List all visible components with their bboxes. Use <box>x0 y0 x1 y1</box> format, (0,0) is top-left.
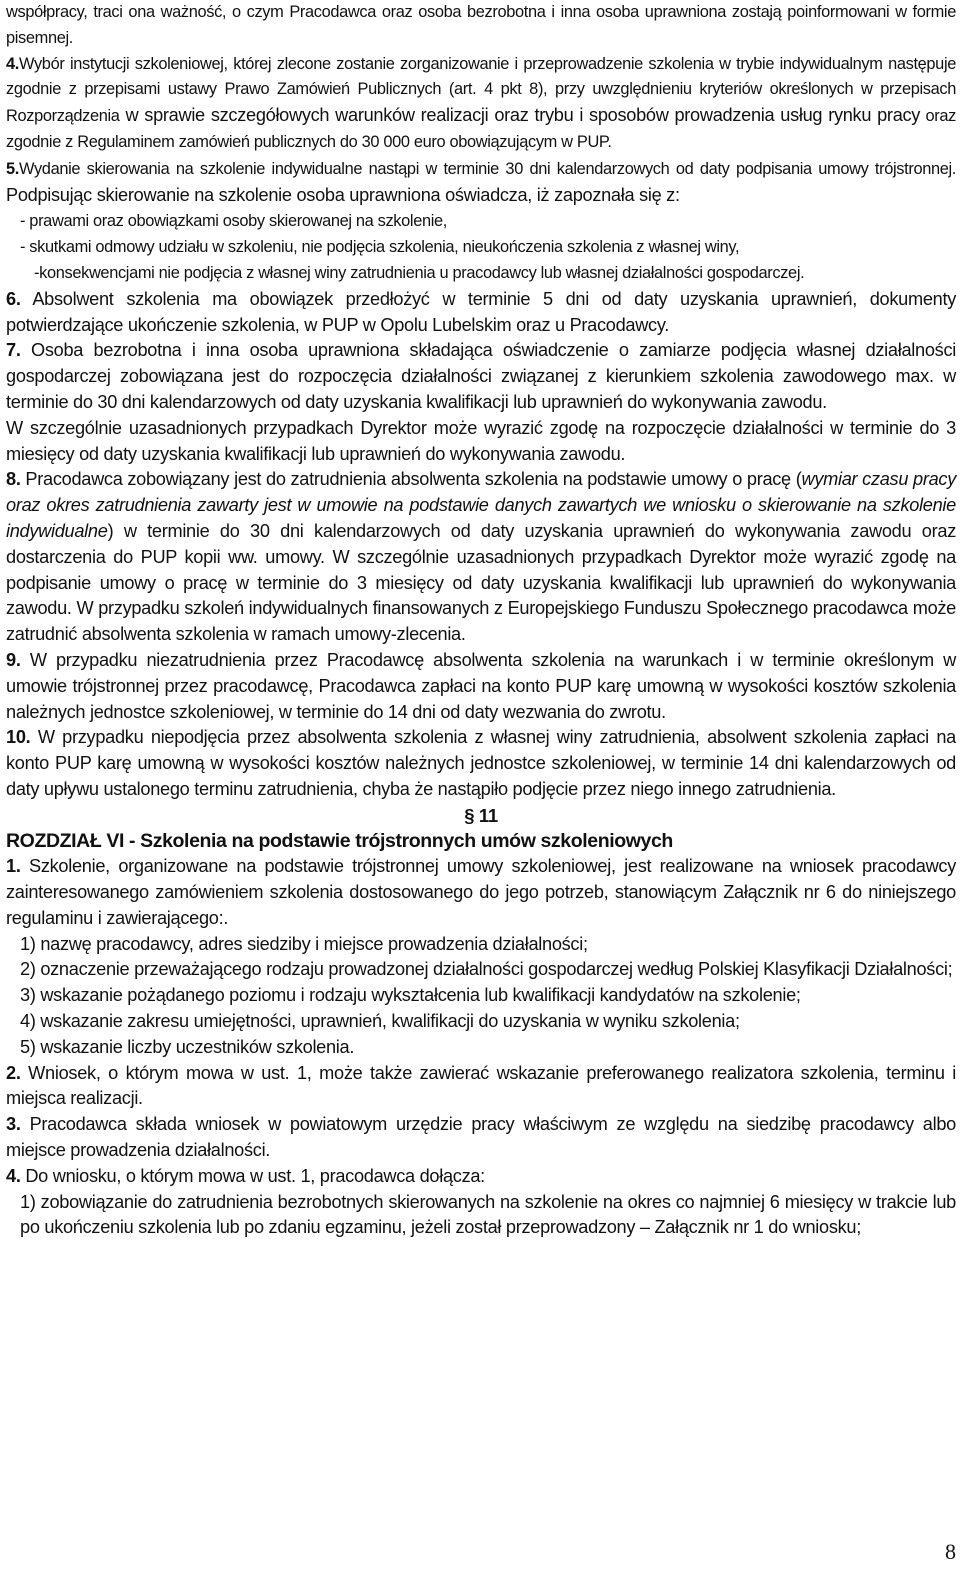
paragraph-intro: współpracy, traci ona ważność, o czym Pracodawca oraz osoba bezrobotna i inna osoba uprawniona zostają poinformowani w formie pisemnej. <box>6 3 956 47</box>
paragraph-7-continued: W szczególnie uzasadnionych przypadkach Dyrektor może wyrazić zgodę na rozpoczęcie działalności w terminie do 3 miesięcy od daty uzyskania kwalifikacji lub uprawnień do wykonywania zawodu. <box>6 417 956 464</box>
list-item: 4) wskazanie zakresu umiejętności, uprawnień, kwalifikacji do uzyskania w wyniku szkolenia; <box>20 1011 740 1032</box>
list-item: 5) wskazanie liczby uczestników szkolenia. <box>20 1036 355 1057</box>
paragraph-number: 1. <box>6 856 21 877</box>
list-attachments <box>6 1190 956 1242</box>
chapter-heading: ROZDZIAŁ VI - Szkolenia na podstawie trójstronnych umów szkoleniowych <box>6 829 673 852</box>
section-symbol: § 11 <box>464 804 498 826</box>
paragraph-text: Pracodawca zobowiązany jest do zatrudnienia absolwenta szkolenia na podstawie umowy o pracę ( <box>20 469 802 490</box>
paragraph-r4 <box>6 1164 956 1190</box>
paragraph-text: Absolwent szkolenia ma obowiązek przedłożyć w terminie 5 dni od daty uzyskania uprawnień, dokumenty potwierdzające ukończenie szkolenia, w PUP w Opolu Lubelskim oraz u Pracodawcy. <box>6 288 956 335</box>
paragraph-text: ) w terminie do 30 dni kalendarzowych od daty uzyskania uprawnień do wykonywania zawodu oraz dostarczenia do PUP kopii ww. umowy. W szczególnie uzasadnionych przypadkach Dyrektor może wyrazić zgodę na podpisanie umowy o pracę w terminie do 3 miesięcy od daty uzyskania kwalifikacji lub uprawnień do wykonywania zawodu. W przypadku szkoleń indywidualnych finansowanych z Europejskiego Funduszu Społecznego pracodawca może zatrudnić absolwenta szkolenia w ramach umowy-zlecenia. <box>6 520 956 645</box>
paragraph-text: W przypadku niezatrudnienia przez Pracodawcę absolwenta szkolenia na warunkach i w terminie określonym w umowie trójstronnej przez pracodawcę, Pracodawca zapłaci na konto PUP karę umowną w wysokości kosztów szkolenia należnych jednostce szkoleniowej, w terminie do 14 dni od daty wezwania do zwrotu. <box>6 649 956 722</box>
regulation-title: w sprawie szczegółowych warunków realizacji oraz trybu i sposobów prowadzenia usług rynku pracy <box>119 105 921 126</box>
paragraph-text: W przypadku niepodjęcia przez absolwenta szkolenia z własnej winy zatrudnienia, absolwent szkolenia zapłaci na konto PUP karę umowną w wysokości kosztów należnych jednostce szkoleniowej, w terminie 14 dni kalendarzowych od daty upływu ustalonego terminu zatrudnienia, chyba że nastąpiło podjęcie przez niego innego zatrudnienia. <box>6 727 956 799</box>
paragraph-9 <box>6 648 956 725</box>
paragraph-r1 <box>6 854 956 931</box>
paragraph-10 <box>6 725 956 802</box>
paragraph-number: 5. <box>6 159 19 178</box>
list-item: 1) zobowiązanie do zatrudnienia bezrobotnych skierowanych na szkolenie na okres co najmniej 6 miesięcy w trakcie lub po ukończeniu szkolenia lub po zdaniu egzaminu, jeżeli został przeprowadzony – Załącznik nr 1 do wniosku; <box>20 1191 956 1238</box>
list-obligations <box>6 209 956 286</box>
paragraph-r2 <box>6 1061 956 1113</box>
paragraph-text: Wniosek, o którym mowa w ust. 1, może także zawierać wskazanie preferowanego realizatora szkolenia, terminu i miejsca realizacji. <box>6 1062 956 1109</box>
paragraph-8 <box>6 467 956 648</box>
paragraph-italic-text: wymiar czasu pracy oraz okres zatrudnienia zawarty jest w umowie na podstawie danych zawartych we wniosku o skierowanie na szkolenie indywidualne <box>6 469 956 541</box>
list-application-contents <box>6 932 956 1061</box>
paragraph-text: Podpisując skierowanie na szkolenie osoba uprawniona oświadcza, iż zapoznała się z: <box>6 184 680 205</box>
list-item: 2) oznaczenie przeważającego rodzaju prowadzonej działalności gospodarczej według Polskiej Klasyfikacji Działalności; <box>20 959 953 980</box>
paragraph-text: Wybór instytucji szkoleniowej, której zlecone zostanie zorganizowanie i przeprowadzenie szkolenia w trybie indywidualnym następuje zgodnie z przepisami ustawy Prawo Zamówień Publicznych (art. 4 pkt 8), przy uwzględnieniu kryteriów określonych w przepisach Rozporządzenia <box>6 54 956 126</box>
list-item: - prawami oraz obowiązkami osoby skierowanej na szkolenie, <box>20 212 448 231</box>
paragraph-text: oraz zgodnie z Regulaminem zamówień publicznych do 30 000 euro obowiązującym w PUP. <box>6 107 956 151</box>
paragraph-number: 4. <box>6 54 19 73</box>
paragraph-number: 2. <box>6 1062 21 1083</box>
paragraph-text: Szkolenie, organizowane na podstawie trójstronnej umowy szkoleniowej, jest realizowane na wniosek pracodawcy zainteresowanego zamówieniem szkolenia dostosowanego do jego potrzeb, stanowiącym Załącznik nr 6 do niniejszego regulaminu i zawierającego:. <box>6 856 956 928</box>
list-item: 3) wskazanie pożądanego poziomu i rodzaju wykształcenia lub kwalifikacji kandydatów na szkolenie; <box>20 985 801 1006</box>
list-item: -konsekwencjami nie podjęcia z własnej winy zatrudnienia u pracodawcy lub własnej działalności gospodarczej. <box>34 263 805 282</box>
paragraph-text: Wydanie skierowania na szkolenie indywidualne nastąpi w terminie 30 dni kalendarzowych od daty podpisania umowy trójstronnej. <box>18 159 956 178</box>
paragraph-number: 7. <box>6 340 21 361</box>
paragraph-7 <box>6 338 956 415</box>
paragraph-number: 4. <box>6 1165 21 1186</box>
paragraph-number: 9. <box>6 649 21 670</box>
paragraph-text: Osoba bezrobotna i inna osoba uprawniona składająca oświadczenie o zamiarze podjęcia własnej działalności gospodarczej zobowiązana jest do rozpoczęcia działalności związanej z kierunkiem szkolenia zawodowego max. w terminie do 30 dni kalendarzowych od daty uzyskania kwalifikacji lub uprawnień do wykonywania zawodu. <box>6 340 956 412</box>
paragraph-number: 10. <box>6 727 31 748</box>
paragraph-number: 8. <box>6 469 21 490</box>
paragraph-r3 <box>6 1112 956 1164</box>
paragraph-text: Pracodawca składa wniosek w powiatowym urzędzie pracy właściwym ze względu na siedzibę pracodawcy albo miejsce prowadzenia działalności. <box>6 1114 956 1161</box>
paragraph-6 <box>6 287 956 339</box>
list-item: - skutkami odmowy udziału w szkoleniu, nie podjęcia szkolenia, nieukończenia szkolenia z własnej winy, <box>20 238 740 257</box>
paragraph-5 <box>6 156 956 210</box>
list-item: 1) nazwę pracodawcy, adres siedziby i miejsce prowadzenia działalności; <box>20 933 588 954</box>
page-number: 8 <box>945 1539 956 1564</box>
paragraph-4 <box>6 52 956 156</box>
paragraph-number: 6. <box>6 288 21 309</box>
paragraph-text: Do wniosku, o którym mowa w ust. 1, pracodawca dołącza: <box>20 1165 485 1186</box>
document-page <box>6 0 956 1241</box>
paragraph-number: 3. <box>6 1114 21 1135</box>
